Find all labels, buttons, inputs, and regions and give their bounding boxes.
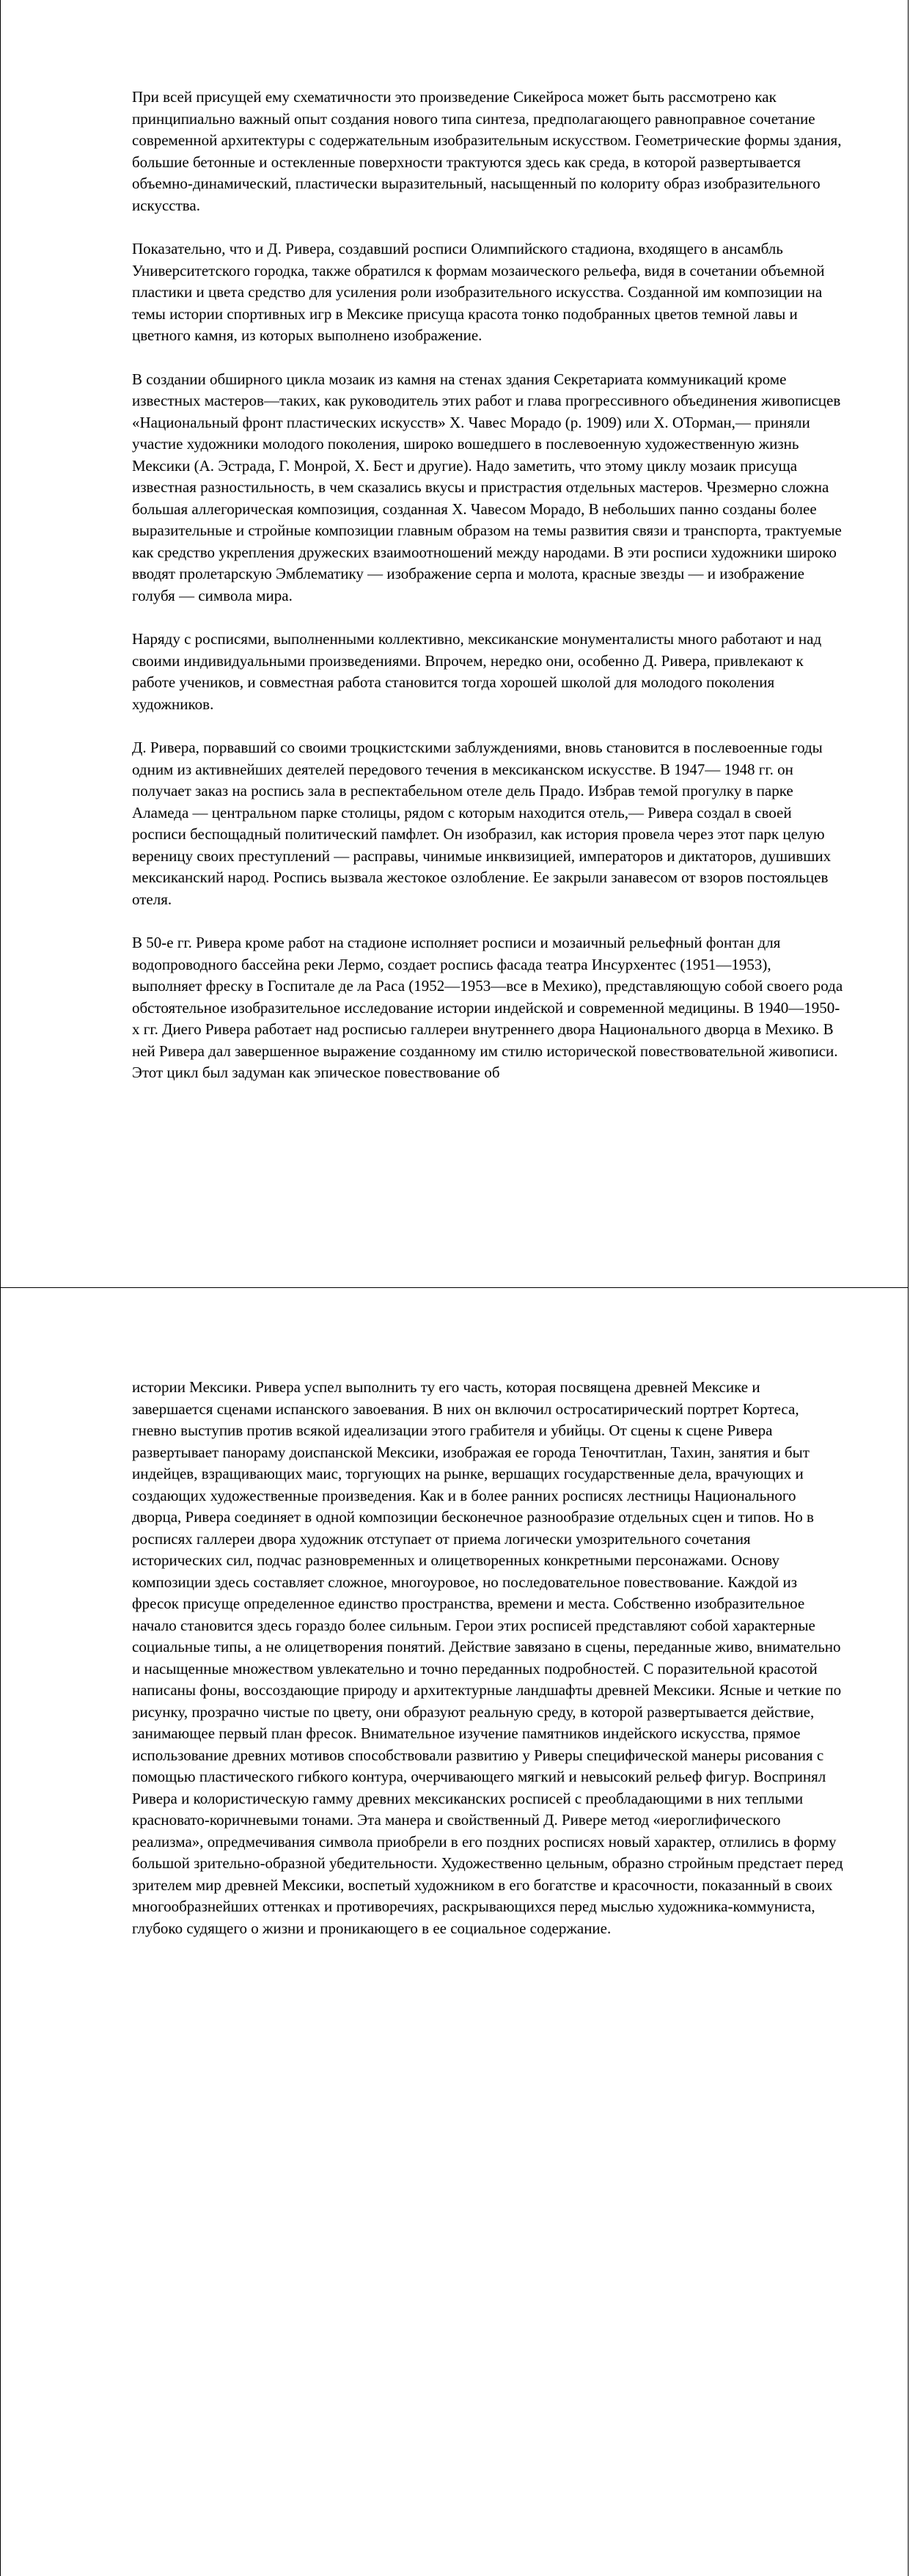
paragraph: При всей присущей ему схематичности это произведение Сикейроса может быть рассмотрено как принципиально важный опыт создания нового типа синтеза, предполагающего равноправное сочетание современной архитектуры с содержательным изобразительным искусством. Геометрические формы здания, большие бетонные и остекленные поверхности трактуются здесь как среда, в которой развертывается объемно-динамический, пластически выразительный, насыщенный по колориту образ изобразительного искусства. (132, 88, 842, 214)
paragraph: Д. Ривера, порвавший со своими троцкистскими заблуждениями, вновь становится в послевоенные годы одним из активнейших деятелей передового течения в мексиканском искусстве. В 1947— 1948 гг. он получает заказ на роспись зала в респектабельном отеле дель Прадо. Избрав темой прогулку в парке Аламеда — центральном парке столицы, рядом с которым находится отель,— Ривера создал в своей росписи беспощадный политический памфлет. Он изобразил, как история провела через этот парк целую вереницу своих преступлений — расправы, чинимые инквизицией, императоров и диктаторов, душивших мексиканский народ. Роспись вызвала жестокое озлобление. Ее закрыли занавесом от взоров постояльцев отеля. (132, 739, 832, 908)
paragraph: Показательно, что и Д. Ривера, создавший росписи Олимпийского стадиона, входящего в ансамбль Университетского городка, также обратился к формам мозаического рельефа, видя в сочетании объемной пластики и цвета средство для усиления роли изобразительного искусства. Созданной им композиции на темы истории спортивных игр в Мексике присуща красота тонко подобранных цветов темной лавы и цветного камня, из которых выполнено изображение. (132, 240, 825, 344)
page-1-text-column (132, 87, 845, 1106)
paragraph: В 50-е гг. Ривера кроме работ на стадионе исполняет росписи и мозаичный рельефный фонтан для водопроводного бассейна реки Лермо, создает роспись фасада театра Инсурхентес (1951—1953), выполняет фреску в Госпитале де ла Раса (1952—1953—все в Мехико), представляющую собой своего рода обстоятельное изобразительное исследование истории индейской и современной медицины. В 1940—1950-х гг. Диего Ривера работает над росписью галлереи внутреннего двора Национального дворца в Мехико. В ней Ривера дал завершенное выражение созданному им стилю исторической повествовательной живописи. Этот цикл был задуман как эпическое повествование об (132, 934, 843, 1081)
page-2 (0, 1288, 909, 2576)
paragraph: В создании обширного цикла мозаик из камня на стенах здания Секретариата коммуникаций кроме известных мастеров—таких, как руководитель этих работ и глава прогрессивного объединения живописцев «Национальный фронт пластических искусств» Х. Чавес Морадо (р. 1909) или Х. ОТорман,— приняли участие художники молодого поколения, широко вошедшего в послевоенную художественную жизнь Мексики (А. Эстрада, Г. Монрой, Х. Бест и другие). Надо заметить, что этому циклу мозаик присуща известная разностильность, в чем сказались вкусы и пристрастия отдельных мастеров. Чрезмерно сложна большая аллегорическая композиция, созданная Х. Чавесом Морадо, В небольших панно созданы более выразительные и стройные композиции главным образом на темы развития связи и транспорта, трактуемые как средство укрепления дружеских взаимоотношений между народами. В эти росписи художники широко вводят пролетарскую Эмблематику — изображение серпа и молота, красные звезды — и изображение голубя — символа мира. (132, 370, 842, 604)
paragraph: Наряду с росписями, выполненными коллективно, мексиканские монументалисты много работают и над своими индивидуальными произведениями. Впрочем, нередко они, особенно Д. Ривера, привлекают к работе учеников, и совместная работа становится тогда хорошей школой для молодого поколения художников. (132, 630, 822, 713)
paragraph: истории Мексики. Ривера успел выполнить ту его часть, которая посвящена древней Мексике и завершается сценами испанского завоевания. В них он включил остросатирический портрет Кортеса, гневно выступив против всякой идеализации этого грабителя и убийцы. От сцены к сцене Ривера развертывает панораму доиспанской Мексики, изображая ее города Теночтитлан, Тахин, занятия и быт индейцев, взращивающих маис, торгующих на рынке, вершащих государственные дела, врачующих и создающих художественные произведения. Как и в более ранних росписях лестницы Национального дворца, Ривера соединяет в одной композиции бесконечное разнообразие отдельных сцен и типов. Но в росписях галлереи двора художник отступает от приема логически умозрительного сочетания исторических сил, подчас разновременных и олицетворенных конкретными персонажами. Основу композиции здесь составляет сложное, многоуровое, но последовательное повествование. Каждой из фресок присуще определенное единство пространства, времени и места. Собственно изобразительное начало становится здесь гораздо более сильным. Герои этих росписей представляют собой характерные социальные типы, а не олицетворения понятий. Действие завязано в сцены, переданные живо, внимательно и насыщенные множеством увлекательно и точно переданных подробностей. С поразительной красотой написаны фоны, воссоздающие природу и архитектурные ландшафты древней Мексики. Ясные и четкие по рисунку, прозрачно чистые по цвету, они образуют реальную среду, в которой развертывается действие, занимающее первый план фресок. Внимательное изучение памятников индейского искусства, прямое использование древних мотивов способствовали развитию у Риверы специфической манеры рисования с помощью пластического гибкого контура, очерчивающего мягкий и невысокий рельеф фигур. Воспринял Ривера и колористическую гамму древних мексиканских росписей с преобладающими в них теплыми красновато-коричневыми тонами. Эта манера и свойственный Д. Ривере метод «иероглифического реализма», опредмечивания символа приобрели в его поздних росписях новый характер, отлились в форму большой зрительно-образной убедительности. Художественно цельным, образно стройным предстает перед зрителем мир древней Мексики, воспетый художником в его богатстве и красочности, показанный в своих многообразнейших оттенках и противоречиях, раскрывающихся перед мыслью художника-коммуниста, глубоко судящего о жизни и проникающего в ее социальное содержание. (132, 1378, 843, 1937)
page-2-text-column (132, 1377, 845, 1961)
page-1 (0, 0, 909, 1288)
